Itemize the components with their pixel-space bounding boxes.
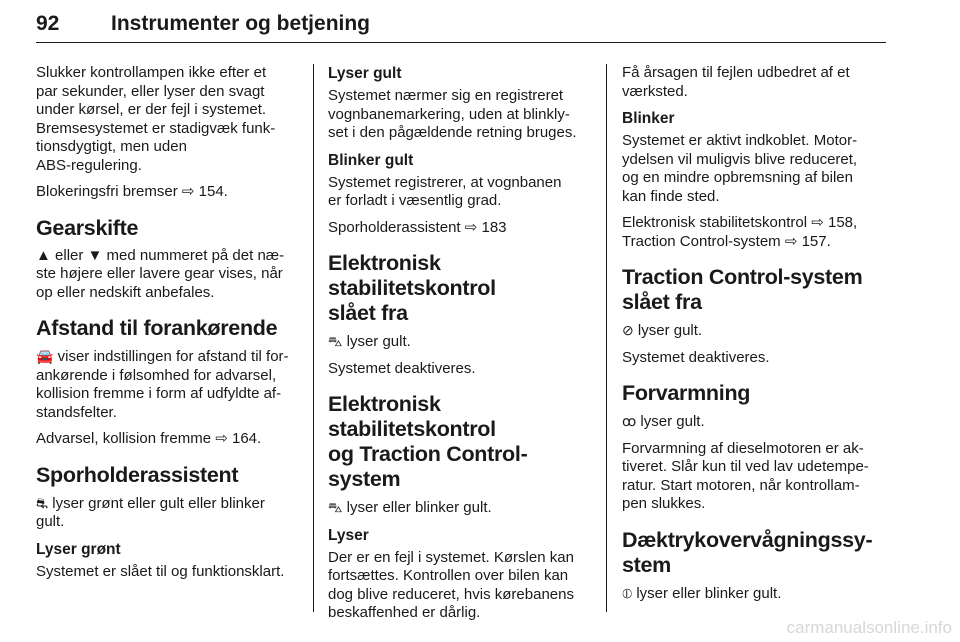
page-title: Instrumenter og betjening — [111, 12, 371, 35]
tc-fra-text: lyser gult. — [633, 322, 703, 339]
vehicle-ahead-icon: 🚘 — [36, 348, 54, 364]
daektryk-paragraph — [622, 584, 890, 604]
sporholder-reference — [328, 219, 598, 238]
page-ref-arrow-icon — [465, 219, 478, 236]
gearskifte-paragraph: ▲ eller ▼ med nummeret på det næ- ste højere eller lavere gear vises, når op eller nedskift anbefales. — [36, 246, 285, 301]
lyser-gult-paragraph: Systemet nærmer sig en registreret vognbanemarkering, uden at blinkly- set i den pågældende retning bruges. — [328, 87, 577, 141]
blinker-paragraph: Systemet er aktivt indkoblet. Motor- ydelsen vil muligvis blive reduceret, og en mindre opbremsning af bilen kan finde sted. — [622, 132, 858, 205]
heading-lyser: Lyser — [328, 526, 369, 544]
heading-gearskifte: Gearskifte — [36, 215, 139, 240]
daektryk-text: lyser eller blinker gult. — [632, 584, 782, 602]
esp-icon: ⛍ — [328, 499, 343, 515]
heading-daektryk: Dæktrykovervågningssy- stem — [622, 527, 873, 577]
tc-fra-deaktiveres: Systemet deaktiveres. — [622, 348, 770, 366]
esp-tc-text: lyser eller blinker gult. — [342, 499, 492, 516]
traction-off-icon: ⊘ — [622, 322, 634, 338]
heading-sporholder: Sporholderassistent — [36, 462, 239, 487]
esp-off-icon: ⛍ — [328, 333, 343, 349]
column-divider-1 — [313, 64, 314, 612]
tc-fra-paragraph — [622, 321, 890, 341]
heading-tc-slaaet-fra: Traction Control-system slået fra — [622, 265, 863, 314]
esp-tc-references — [622, 214, 890, 251]
afstand-paragraph — [36, 347, 304, 422]
abs-warning-paragraph: Slukker kontrollampen ikke efter et par sekunder, eller lyser den svagt under kørsel, er der fejl i systemet. Bremsesystemet er stadigvæk funk- tionsdygtigt, men uden ABS-regulering. — [36, 64, 276, 174]
esp-reference-text: Elektronisk stabilitetskontrol — [622, 214, 808, 231]
tire-pressure-icon: ⦶ — [622, 584, 633, 601]
forvarmning-indicator — [622, 412, 890, 432]
heading-lyser-groent: Lyser grønt — [36, 540, 121, 558]
page-ref-arrow-icon — [785, 233, 798, 250]
blinker-gult-paragraph: Systemet registrerer, at vognbanen er forladt i væsentlig grad. — [328, 173, 562, 209]
tc-reference-page: 157. — [801, 232, 831, 250]
column-1 — [36, 64, 304, 589]
sporholder-reference-text: Sporholderassistent — [328, 218, 461, 236]
heading-esp-slaaet-fra: Elektronisk stabilitetskontrol slået fra — [328, 251, 496, 325]
page-ref-arrow-icon — [811, 214, 824, 231]
glow-plug-icon: ꝏ — [622, 413, 637, 429]
watermark: carmanualsonline.info — [786, 618, 952, 637]
abs-reference-text: Blokeringsfri bremser — [36, 183, 178, 200]
sporholder-text: lyser grønt eller gult eller blinker gult. — [36, 494, 265, 530]
abs-reference-page: 154. — [198, 183, 228, 200]
advarsel-reference — [36, 430, 304, 449]
advarsel-reference-text: Advarsel, kollision fremme — [36, 430, 212, 447]
forvarmning-paragraph: Forvarmning af dieselmotoren er ak- tiveret. Slår kun til ved lav udetempe- ratur. Start motoren, når kontrollam- pen slukkes. — [622, 439, 869, 512]
abs-reference — [36, 183, 304, 202]
esp-fra-deaktiveres: Systemet deaktiveres. — [328, 359, 476, 377]
page-number: 92 — [36, 12, 60, 35]
esp-tc-paragraph — [328, 498, 598, 518]
page-ref-arrow-icon — [215, 430, 228, 447]
vaerksted-paragraph: Få årsagen til fejlen udbedret af et værksted. — [622, 64, 850, 100]
heading-forvarmning: Forvarmning — [622, 381, 751, 405]
column-3 — [622, 64, 890, 611]
forvarmning-text: lyser gult. — [636, 413, 705, 430]
sporholder-reference-page: 183 — [481, 218, 507, 236]
page-ref-arrow-icon — [182, 183, 195, 200]
lyser-paragraph: Der er en fejl i systemet. Kørslen kan fortsættes. Kontrollen over bilen kan dog blive reduceret, hvis kørebanens beskaffenhed er dårlig. — [328, 548, 574, 621]
heading-esp-tc: Elektronisk stabilitetskontrol og Traction Control-system — [328, 392, 528, 491]
tc-reference-text: Traction Control-system — [622, 232, 781, 250]
heading-afstand: Afstand til forankørende — [36, 316, 278, 340]
lyser-groent-paragraph: Systemet er slået til og funktionsklart. — [36, 562, 285, 580]
column-divider-2 — [606, 64, 607, 612]
esp-reference-page: 158, — [828, 214, 858, 231]
page-header — [36, 12, 886, 43]
lane-keep-icon: ⛐ — [36, 494, 49, 511]
afstand-text: viser indstillingen for afstand til for- ankørende i følsomhed for advarsel, kollision fremme i form af udfyldte af- standsfelter. — [36, 348, 289, 421]
column-2 — [328, 64, 598, 631]
advarsel-reference-page: 164. — [231, 430, 262, 447]
heading-blinker-gult: Blinker gult — [328, 151, 414, 169]
heading-lyser-gult: Lyser gult — [328, 65, 402, 82]
esp-fra-text: lyser gult. — [342, 333, 411, 350]
esp-fra-paragraph — [328, 332, 598, 352]
heading-blinker: Blinker — [622, 110, 675, 127]
sporholder-paragraph — [36, 494, 304, 532]
